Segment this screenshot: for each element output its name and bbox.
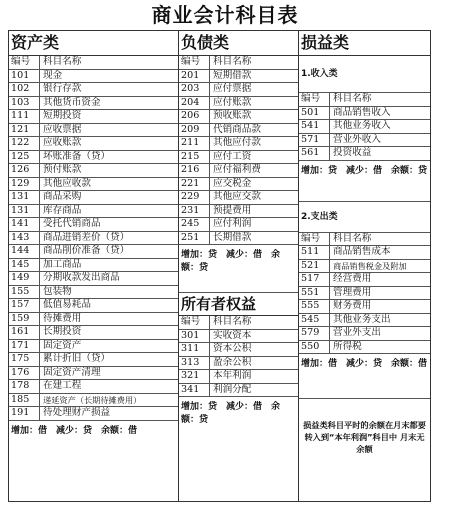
account-code: 161 [9,326,40,339]
table-row [9,353,178,367]
account-name: 受托代销商品 [43,218,101,229]
account-name: 其他业务收入 [333,120,391,131]
account-name: 其他业务支出 [333,313,391,325]
table-row [9,137,178,151]
liabilities-column [179,31,299,501]
account-code: 111 [9,110,40,123]
name-header: 科目名称 [213,316,252,327]
table-row [299,300,430,314]
table-row [179,137,298,151]
table-row [9,70,178,84]
account-code: 313 [179,357,210,370]
account-name: 现金 [43,69,63,81]
table-row [9,205,178,219]
account-code: 301 [179,330,210,343]
equity-heading: 所有者权益 [179,293,298,316]
table-row [9,178,178,192]
name-header: 科目名称 [43,56,82,67]
account-name: 商品削价准备（贷） [43,245,130,256]
account-code: 517 [299,273,330,286]
table-row [9,218,178,232]
table-row [299,134,430,148]
table-row [179,384,298,398]
account-code: 129 [9,178,40,191]
account-code: 311 [179,343,210,356]
account-name: 商品销售成本 [333,246,391,257]
account-code: 103 [9,97,40,110]
table-row [9,124,178,138]
account-name: 预提费用 [213,204,252,216]
account-code: 545 [299,314,330,327]
account-table [8,30,431,502]
table-row [9,259,178,273]
account-code: 211 [179,137,210,150]
account-name: 应收账款 [43,137,82,148]
code-header: 编号 [299,93,330,106]
table-row [299,120,430,134]
account-name: 库存商品 [43,204,82,216]
profit-loss-heading: 损益类 [299,31,430,56]
account-name: 其他应付款 [213,137,261,148]
liabilities-note: 增加：贷 减少：借 余额：贷 [181,250,281,273]
account-code: 175 [9,353,40,366]
assets-heading: 资产类 [9,31,178,56]
table-row [179,343,298,357]
account-name: 银行存款 [43,83,82,94]
table-row [299,107,430,121]
account-code: 231 [179,205,210,218]
table-row [9,326,178,340]
account-name: 应交税金 [213,177,252,189]
table-row [9,299,178,313]
account-name: 商品销售税金及附加 [333,260,407,271]
account-code: 215 [179,151,210,164]
table-row [9,313,178,327]
account-name: 递延资产（长期待摊费用） [43,394,142,405]
equity-rows [179,330,298,398]
account-code: 321 [179,370,210,383]
account-code: 102 [9,83,40,96]
account-code: 561 [299,147,330,160]
account-name: 管理费用 [333,286,372,298]
table-row [9,164,178,178]
account-name: 加工商品 [43,258,82,270]
account-name: 财务费用 [333,300,372,311]
account-name: 长期投资 [43,326,82,337]
account-code: 251 [179,232,210,245]
table-row [9,407,178,421]
liabilities-rows [179,70,298,246]
account-name: 其他货币资金 [43,96,101,108]
table-row [179,191,298,205]
name-header: 科目名称 [333,93,372,104]
table-row [179,110,298,124]
table-row [9,151,178,165]
income-section-title: 1.收入类 [299,56,430,93]
expense-rows [299,246,430,354]
account-code: 216 [179,164,210,177]
account-code: 131 [9,191,40,204]
account-name: 应付福利费 [213,164,261,175]
account-code: 125 [9,151,40,164]
account-name: 资本公积 [213,343,252,354]
account-code: 145 [9,259,40,272]
table-row [179,97,298,111]
account-name: 商品进销差价（贷） [43,231,130,243]
table-row [179,232,298,246]
account-name: 固定资产 [43,339,82,351]
account-name: 应收票据 [43,123,82,135]
table-row [9,272,178,286]
code-header: 编号 [179,56,210,69]
equity-note: 增加：贷 减少：借 余额：贷 [181,402,281,425]
income-rows [299,107,430,161]
assets-header-row [9,56,178,70]
table-row [9,191,178,205]
account-name: 应付工资 [213,150,252,162]
account-name: 固定资产清理 [43,366,101,378]
expense-note: 增加：借 减少：贷 余额：借 [299,354,430,399]
account-name: 在建工程 [43,380,82,391]
account-code: 203 [179,83,210,96]
liabilities-header-row [179,56,298,70]
account-name: 营业外收入 [333,133,381,145]
table-row [9,245,178,259]
table-row [179,151,298,165]
account-name: 经营费用 [333,273,372,284]
table-row [9,394,178,408]
account-code: 579 [299,327,330,340]
table-row [179,178,298,192]
account-name: 分期收款发出商品 [43,272,120,283]
table-row [179,124,298,138]
account-code: 131 [9,205,40,218]
account-code: 541 [299,120,330,133]
account-name: 应付票据 [213,83,252,94]
account-name: 坏账准备（贷） [43,150,111,162]
table-row [9,340,178,354]
equity-header-row [179,316,298,330]
table-row [179,357,298,371]
account-code: 245 [179,218,210,231]
account-name: 累计折旧（贷） [43,353,111,364]
account-name: 本年利润 [213,370,252,381]
table-row [299,314,430,328]
code-header: 编号 [299,233,330,246]
table-row [179,370,298,384]
account-code: 521 [299,260,330,273]
assets-rows [9,70,178,421]
account-name: 实收资本 [213,329,252,341]
account-code: 143 [9,232,40,245]
account-name: 应付账款 [213,96,252,108]
expense-header-row [299,233,430,247]
account-name: 短期投资 [43,110,82,121]
account-code: 144 [9,245,40,258]
account-code: 555 [299,300,330,313]
profit-loss-column [299,31,430,501]
account-name: 待摊费用 [43,312,82,324]
name-header: 科目名称 [213,56,252,67]
account-name: 所得税 [333,340,362,352]
table-row [9,110,178,124]
table-row [9,97,178,111]
account-code: 201 [179,70,210,83]
account-name: 待处理财产损益 [43,407,111,418]
name-header: 科目名称 [333,232,372,244]
table-row [179,218,298,232]
account-name: 其他应交款 [213,191,261,202]
account-code: 185 [9,394,40,407]
account-code: 141 [9,218,40,231]
account-code: 126 [9,164,40,177]
account-name: 预收账款 [213,110,252,121]
account-name: 盈余公积 [213,356,252,368]
closing-note: 损益类科目平时的余额在月末都要转入到“本年利润”科目中 月末无余额 [303,420,426,454]
table-row [299,260,430,274]
table-row [179,83,298,97]
account-name: 投资收益 [333,147,372,158]
account-code: 209 [179,124,210,137]
account-code: 341 [179,384,210,397]
account-name: 短期借款 [213,69,252,81]
account-code: 155 [9,286,40,299]
page-title: 商业会计科目表 [151,3,299,27]
account-code: 176 [9,367,40,380]
table-row [299,147,430,161]
code-header: 编号 [179,316,210,329]
table-row [299,246,430,260]
account-name: 营业外支出 [333,327,381,338]
account-name: 预付账款 [43,164,82,175]
table-row [179,70,298,84]
table-row [179,205,298,219]
account-code: 551 [299,287,330,300]
account-name: 商品采购 [43,191,82,202]
account-code: 571 [299,134,330,147]
expense-section-title: 2.支出类 [299,202,430,233]
account-code: 511 [299,246,330,259]
account-name: 包装物 [43,285,72,297]
table-row [179,330,298,344]
table-row [9,83,178,97]
liabilities-heading: 负债类 [179,31,298,56]
account-name: 应付利润 [213,218,252,229]
table-row [299,341,430,355]
account-name: 长期借款 [213,231,252,243]
account-code: 159 [9,313,40,326]
table-row [179,164,298,178]
account-code: 501 [299,107,330,120]
account-code: 157 [9,299,40,312]
table-row [299,287,430,301]
account-code: 149 [9,272,40,285]
assets-note: 增加：借 减少：贷 余额：借 [11,425,138,436]
account-code: 191 [9,407,40,420]
account-name: 低值易耗品 [43,299,91,310]
account-code: 178 [9,380,40,393]
table-row [9,286,178,300]
account-code: 221 [179,178,210,191]
income-note: 增加：贷 减少：借 余额：贷 [299,161,430,202]
account-code: 550 [299,341,330,354]
table-row [9,367,178,381]
assets-column [9,31,179,501]
account-name: 商品销售收入 [333,106,391,118]
income-header-row [299,93,430,107]
table-row [9,380,178,394]
account-name: 代销商品款 [213,123,261,135]
account-code: 121 [9,124,40,137]
code-header: 编号 [9,56,40,69]
table-row [9,232,178,246]
account-name: 其他应收款 [43,177,91,189]
table-row [299,273,430,287]
account-code: 171 [9,340,40,353]
account-code: 206 [179,110,210,123]
table-row [299,327,430,341]
account-code: 204 [179,97,210,110]
account-code: 122 [9,137,40,150]
account-code: 229 [179,191,210,204]
account-name: 利润分配 [213,383,252,395]
account-code: 101 [9,70,40,83]
